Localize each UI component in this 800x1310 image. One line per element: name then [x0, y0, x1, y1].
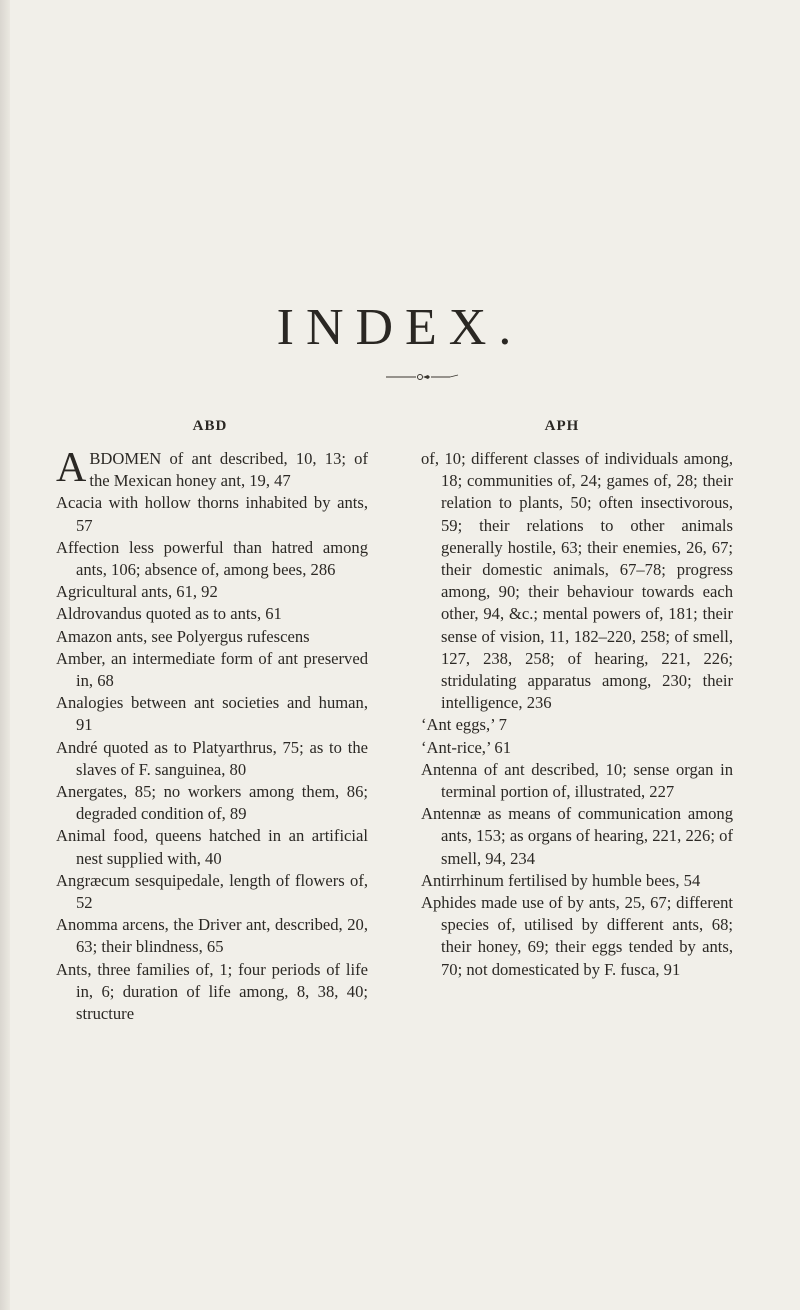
index-column-left — [56, 445, 368, 1025]
index-entry: Aphides made use of by ants, 25, 67; different species of, utilised by different ants, 68; their honey, 69; their eggs tended by ants, 70; not domesticated by F. fusca, 91 — [421, 893, 733, 979]
index-entry: Antirrhinum fertilised by humble bees, 54 — [421, 870, 701, 890]
running-head-left: ABD — [192, 418, 228, 434]
index-entry: Antenna of ant described, 10; sense organ in terminal portion of, illustrated, 227 — [421, 759, 733, 802]
page-title: INDEX. — [276, 299, 524, 356]
index-entry-text: BDOMEN of ant described, 10, 13; of the Mexican honey ant, 19, 47 — [89, 449, 368, 491]
index-entry: Animal food, queens hatched in an artificial nest supplied with, 40 — [56, 826, 368, 868]
index-entry: Affection less powerful than hatred among ants, 106; absence of, among bees, 286 — [56, 537, 368, 580]
index-entry: Angræcum sesquipedale, length of flowers of, 52 — [56, 870, 368, 913]
index-entry: Agricultural ants, 61, 92 — [56, 582, 218, 602]
index-entry: ‘Ant-rice,’ 61 — [421, 737, 511, 757]
index-entry: Analogies between ant societies and human, 91 — [56, 693, 368, 735]
index-entry-abdomen — [56, 445, 368, 492]
index-entry: Ants, three families of, 1; four periods of life in, 6; duration of life among, 8, 38, 40; structure — [56, 959, 368, 1024]
index-entry: Anergates, 85; no workers among them, 86; degraded condition of, 89 — [56, 782, 368, 824]
index-entry-continuation: of, 10; different classes of individuals among, 18; communities of, 24; games of, 28; their relation to plants, 50; often insectivorous, 59; their relations to other animals generally hostile, 63; their enemies, 26, 67; their domestic animals, 67–78; progress among, 90; their behaviour towards each other, 94, &c.; mental powers of, 181; their sense of vision, 11, 182–220, 258; of smell, 127, 238, 258; of hearing, 221, 226; stridulating apparatus among, 230; their intelligence, 236 — [421, 449, 733, 713]
index-entry: Amazon ants, see Polyergus rufescens — [56, 626, 310, 646]
index-entry: ‘Ant eggs,’ 7 — [421, 715, 507, 735]
index-entry: Aldrovandus quoted as to ants, 61 — [56, 604, 282, 624]
index-entry: Amber, an intermediate form of ant preserved in, 68 — [56, 648, 368, 691]
index-column-right — [421, 448, 733, 981]
running-head-right: APH — [544, 418, 580, 434]
drop-cap: A — [56, 445, 87, 491]
ornament-rule — [378, 372, 468, 382]
index-entry: Antennæ as means of communication among ants, 153; as organs of hearing, 221, 226; of smell, 94, 234 — [421, 804, 733, 868]
index-entry: Anomma arcens, the Driver ant, described, 20, 63; their blindness, 65 — [56, 915, 368, 957]
page-edge — [0, 0, 10, 1310]
index-entry: Acacia with hollow thorns inhabited by ants, 57 — [56, 493, 368, 535]
index-entry: André quoted as to Platyarthrus, 75; as to the slaves of F. sanguinea, 80 — [56, 737, 368, 779]
